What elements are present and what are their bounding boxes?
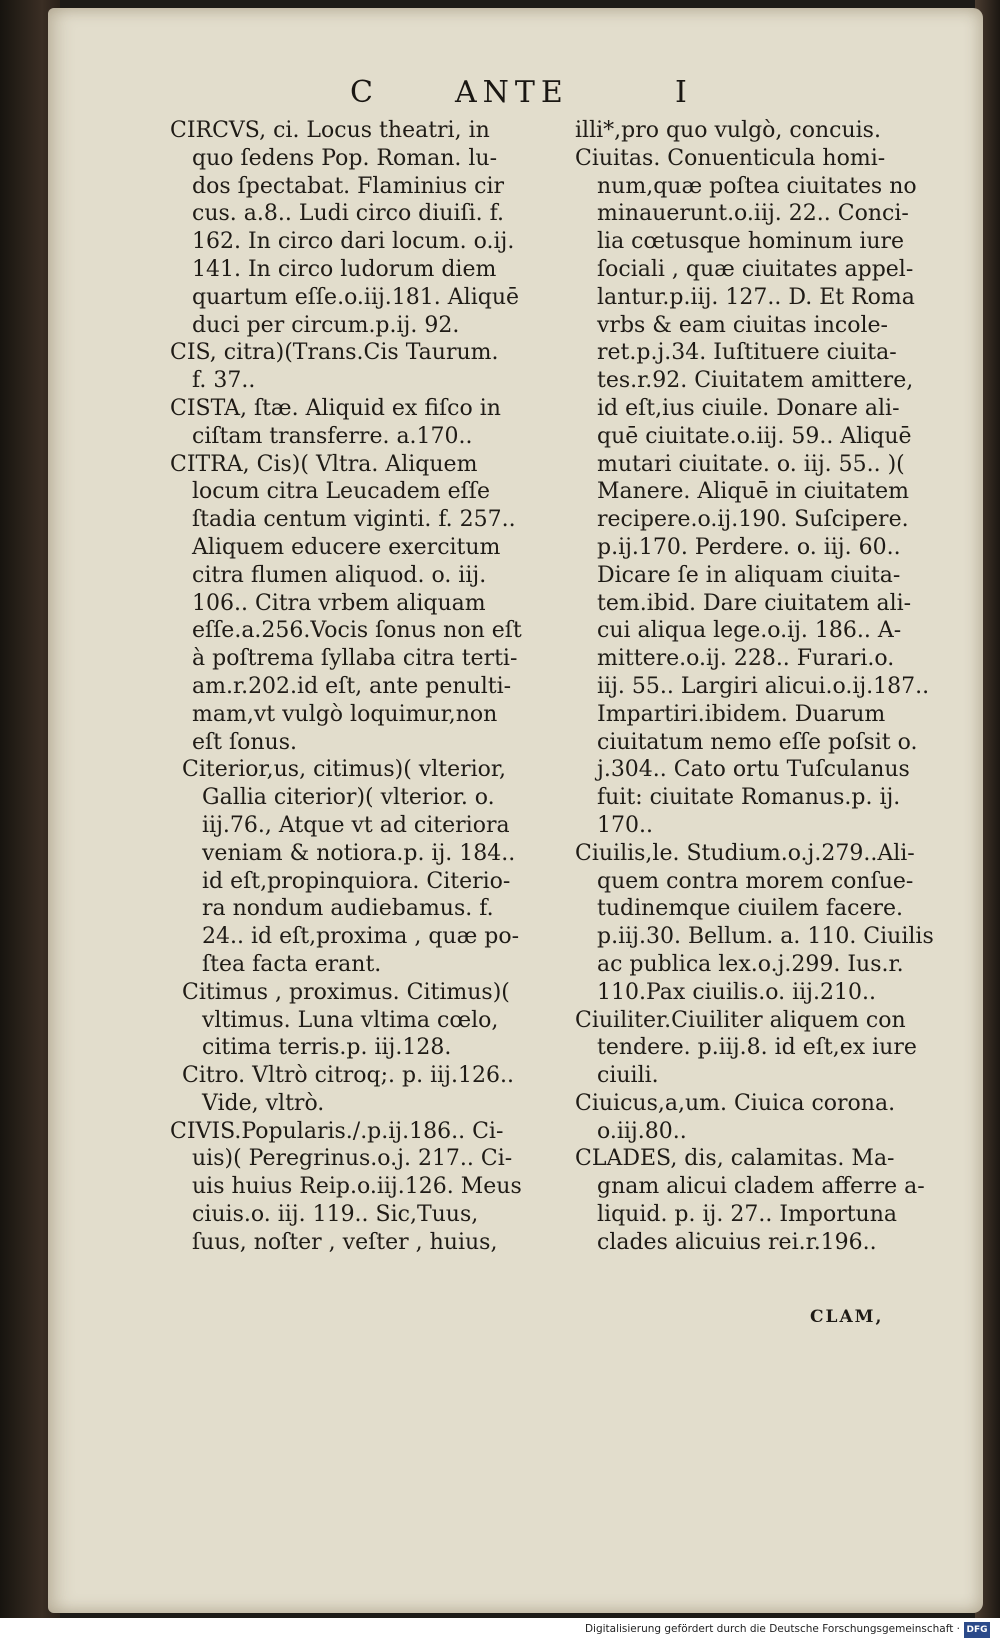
running-head	[0, 75, 1000, 117]
running-head-right: I	[675, 75, 693, 110]
text-line: ſociali , quæ ciuitates appel-	[597, 256, 914, 282]
text-line: tudinemque ciuilem facere.	[597, 896, 904, 922]
text-line: Gallia citerior)( vlterior. o.	[202, 785, 495, 811]
text-line: 110.Pax ciuilis.o. iij.210..	[597, 979, 876, 1005]
text-line: uis huius Reip.o.iij.126. Meus	[192, 1174, 522, 1200]
text-line: Citimus , proximus. Citimus)(	[182, 979, 510, 1005]
text-line: citra flumen aliquod. o. iij.	[192, 562, 487, 588]
left-text-column	[170, 117, 595, 1257]
text-line: quem contra morem conſue-	[597, 868, 914, 894]
text-line: ciuili.	[597, 1063, 659, 1089]
text-line: ſuus, noſter , veſter , huius,	[192, 1229, 498, 1255]
text-line: am.r.202.id eſt, ante penulti-	[192, 673, 512, 699]
text-line: ſtea facta erant.	[202, 951, 382, 977]
text-line: citima terris.p. iij.128.	[202, 1035, 452, 1061]
text-line: tendere. p.iij.8. id eſt,ex iure	[597, 1035, 917, 1061]
text-line: Ciuitas. Conuenticula homi-	[575, 145, 886, 171]
text-line: eſſe.a.256.Vocis ſonus non eſt	[192, 618, 522, 644]
text-line: num,quæ poſtea ciuitates no	[597, 173, 917, 199]
text-line: 170..	[597, 812, 653, 838]
catchword: CLAM,	[810, 1307, 884, 1327]
running-head-left: C	[350, 75, 379, 110]
text-line: iij. 55.. Largiri alicui.o.ij.187..	[597, 673, 930, 699]
text-line: tes.r.92. Ciuitatem amittere,	[597, 368, 914, 394]
text-line: Impartiri.ibidem. Duarum	[597, 701, 886, 727]
text-line: quē ciuitate.o.iij. 59.. Aliquē	[597, 423, 912, 449]
text-line: Manere. Aliquē in ciuitatem	[597, 479, 910, 505]
text-line: p.ij.170. Perdere. o. iij. 60..	[597, 534, 901, 560]
text-line: vltimus. Luna vltima cœlo,	[202, 1007, 499, 1033]
text-line: CISTA, ſtæ. Aliquid ex fiſco in	[170, 395, 501, 421]
text-line: CIVIS.Popularis./.p.ij.186.. Ci-	[170, 1118, 504, 1144]
text-line: quo ſedens Pop. Roman. lu-	[192, 145, 498, 171]
text-line: Aliquem educere exercitum	[192, 534, 501, 560]
text-line: ciſtam transferre. a.170..	[192, 423, 473, 449]
text-line: o.iij.80..	[597, 1118, 687, 1144]
running-head-center: ANTE	[455, 75, 569, 110]
text-line: recipere.o.ij.190. Suſcipere.	[597, 507, 909, 533]
text-line: liquid. p. ij. 27.. Importuna	[597, 1202, 898, 1228]
dfg-logo: DFG	[964, 1622, 990, 1638]
text-line: lia cœtusque hominum iure	[597, 229, 905, 255]
text-line: cui aliqua lege.o.ij. 186.. A-	[597, 618, 902, 644]
text-line: 24.. id eſt,proxima , quæ po-	[202, 924, 520, 950]
text-line: CIRCVS, ci. Locus theatri, in	[170, 118, 490, 143]
text-line: gnam alicui cladem afferre a-	[597, 1174, 925, 1200]
text-line: 141. In circo ludorum diem	[192, 256, 497, 282]
text-line: ciuis.o. iij. 119.. Sic,Tuus,	[192, 1202, 479, 1228]
text-line: CIS, citra)(Trans.Cis Taurum.	[170, 340, 499, 366]
text-line: CLADES, dis, calamitas. Ma-	[575, 1146, 895, 1172]
text-line: Ciuiliter.Ciuiliter aliquem con	[575, 1007, 906, 1033]
text-line: veniam & notiora.p. ij. 184..	[202, 840, 516, 866]
text-line: locum citra Leucadem eſſe	[192, 479, 490, 505]
text-line: ra nondum audiebamus. f.	[202, 896, 494, 922]
text-line: 106.. Citra vrbem aliquam	[192, 590, 486, 616]
text-line: tem.ibid. Dare ciuitatem ali-	[597, 590, 912, 616]
text-line: lantur.p.iij. 127.. D. Et Roma	[597, 284, 915, 310]
text-line: ac publica lex.o.j.299. Ius.r.	[597, 951, 904, 977]
text-line: cus. a.8.. Ludi circo diuiſi. f.	[192, 201, 505, 227]
text-line: mam,vt vulgò loquimur,non	[192, 701, 498, 727]
text-line: minauerunt.o.iij. 22.. Conci-	[597, 201, 909, 227]
text-line: id eſt,propinquiora. Citerio-	[202, 868, 511, 894]
text-line: vrbs & eam ciuitas incole-	[597, 312, 888, 338]
text-line: mittere.o.ij. 228.. Furari.o.	[597, 646, 895, 672]
right-text-column	[575, 117, 970, 1257]
text-line: j.304.. Cato ortu Tuſculanus	[597, 757, 910, 783]
text-line: Ciuilis,le. Studium.o.j.279..Ali-	[575, 840, 915, 866]
footer-credit: Digitalisierung gefördert durch die Deutsche Forschungsgemeinschaft ·	[584, 1623, 960, 1635]
text-line: ſtadia centum viginti. f. 257..	[192, 507, 516, 533]
text-line: clades alicuius rei.r.196..	[597, 1229, 877, 1255]
text-line: fuit: ciuitate Romanus.p. ij.	[597, 785, 901, 811]
text-line: Citro. Vltrò citroq;. p. iij.126..	[182, 1063, 514, 1089]
text-line: Citerior,us, citimus)( vlterior,	[182, 757, 506, 783]
text-line: Vide, vltrò.	[202, 1090, 325, 1116]
text-line: Ciuicus,a,um. Ciuica corona.	[575, 1090, 896, 1116]
text-line: Dicare ſe in aliquam ciuita-	[597, 562, 901, 588]
footer-bar	[0, 1618, 1000, 1643]
text-line: CITRA, Cis)( Vltra. Aliquem	[170, 451, 478, 477]
text-line: dos ſpectabat. Flaminius cir	[192, 173, 505, 199]
text-line: ret.p.j.34. Iuſtituere ciuita-	[597, 340, 897, 366]
text-line: duci per circum.p.ij. 92.	[192, 312, 460, 338]
text-line: f. 37..	[192, 368, 256, 394]
text-line: id eſt,ius ciuile. Donare ali-	[597, 395, 900, 421]
text-line: ciuitatum nemo eſſe poſsit o.	[597, 729, 918, 755]
text-line: mutari ciuitate. o. iij. 55.. )(	[597, 451, 905, 477]
text-line: iij.76., Atque vt ad citeriora	[202, 812, 510, 838]
text-line: illi*,pro quo vulgò, concuis.	[575, 118, 881, 143]
text-line: eſt ſonus.	[192, 729, 298, 755]
text-line: uis)( Peregrinus.o.j. 217.. Ci-	[192, 1146, 513, 1172]
text-line: 162. In circo dari locum. o.ij.	[192, 229, 515, 255]
text-line: à poſtrema ſyllaba citra terti-	[192, 646, 518, 672]
text-line: p.iij.30. Bellum. a. 110. Ciuilis	[597, 924, 934, 950]
text-line: quartum eſſe.o.iij.181. Aliquē	[192, 284, 520, 310]
